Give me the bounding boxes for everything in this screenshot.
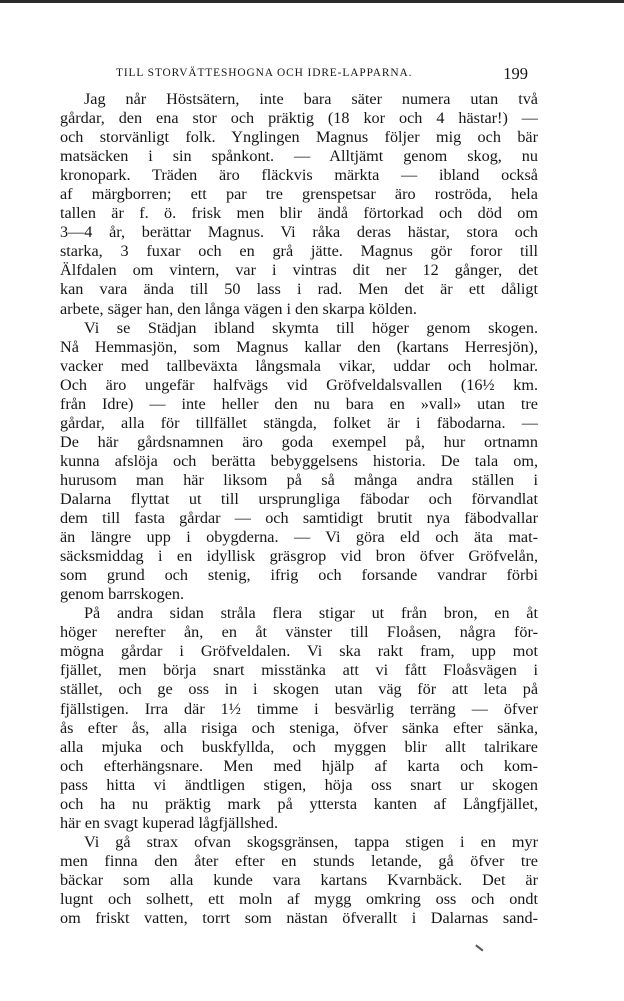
text-line: lugnt och solhett, ett moln af mygg omkring oss och ondt (60, 889, 538, 908)
stray-ink-mark (475, 944, 483, 951)
text-line: men finna den åter efter en stunds letande, gå öfver tre (60, 851, 538, 870)
text-line: kunna afslöja och berätta bebyggelsens historia. De tala om, (60, 451, 538, 470)
paragraph (60, 319, 538, 605)
text-line: som grund och stenig, ifrig och forsande vandrar förbi (60, 566, 538, 585)
text-line: Dalarna flyttat ut till ursprungliga fäbodar och förvandlat (60, 489, 538, 508)
text-line: kan vara ända till 50 lass i rad. Men det är ett dåligt (60, 280, 538, 299)
text-line: bäckar som alla kunde vara kartans Kvarnbäck. Det är (60, 870, 538, 889)
paragraph (60, 90, 538, 319)
text-line: arbete, säger han, den långa vägen i den skarpa kölden. (60, 299, 417, 318)
paragraph (60, 833, 538, 928)
text-line: Älfdalen om vintern, var i vintras dit ner 12 gånger, det (60, 261, 538, 280)
text-line: gårdar, den ena stor och präktig (18 kor och 4 hästar!) — (60, 109, 538, 128)
text-line: starka, 3 fuxar och en grå jätte. Magnus gör foror till (60, 242, 538, 261)
text-line: fjället, men börja snart misstänka att vi fått Floåsvägen i (60, 661, 538, 680)
paragraph (60, 604, 538, 833)
text-line: höger nerefter ån, en åt vänster till Floåsen, några för- (60, 623, 538, 642)
text-line: här en svagt kuperad lågfjällshed. (60, 813, 279, 832)
text-line: om friskt vatten, torrt som nästan öfverallt i Dalarnas sand- (60, 909, 538, 928)
text-line: än längre upp i obygderna. — Vi göra eld och äta mat- (60, 528, 538, 547)
text-line: vacker med tallbeväxta långsmala vikar, uddar och holmar. (60, 356, 538, 375)
text-line: matsäcken i sin spånkont. — Alltjämt genom skog, nu (60, 147, 538, 166)
text-line: genom barrskogen. (60, 585, 185, 604)
text-line: tallen är f. ö. frisk men blir ändå förtorkad och död om (60, 204, 538, 223)
top-rule (0, 0, 624, 3)
text-line: Nå Hemmasjön, som Magnus kallar den (kartans Herresjön), (60, 337, 538, 356)
text-line: De här gårdsnamnen äro goda exempel på, hur ortnamn (60, 432, 538, 451)
text-line: Och äro ungefär halfvägs vid Gröfveldalsvallen (16½ km. (60, 375, 538, 394)
text-line: dem till fasta gårdar — och samtidigt brutit nya fäbodvallar (60, 509, 538, 528)
text-line: Jag når Höstsätern, inte bara säter numera utan två (84, 90, 538, 108)
text-line: säcksmiddag i en idyllisk gräsgrop vid bron öfver Gröfvelån, (60, 547, 538, 566)
text-line: fjällstigen. Irra där 1½ timme i besvärlig terräng — öfver (60, 699, 538, 718)
running-title: TILL STORVÄTTESHOGNA OCH IDRE-LAPPARNA. (116, 67, 413, 79)
page-number: 199 (503, 64, 528, 83)
text-line: Vi gå strax ofvan skogsgränsen, tappa stigen i en myr (84, 832, 538, 851)
body-text (60, 90, 538, 928)
text-line: Vi se Städjan ibland skymta till höger genom skogen. (84, 318, 538, 337)
text-line: kronopark. Träden äro fläckvis märkta — ibland också (60, 166, 538, 185)
text-line: stället, och ge oss in i skogen utan väg för att leta på (60, 680, 538, 699)
text-line: gårdar, alla för tillfället stängda, folket är i fäbodarna. — (60, 413, 538, 432)
text-line: pass hitta vi ändtligen stigen, höja oss snart ur skogen (60, 775, 538, 794)
text-line: ås efter ås, alla risiga och steniga, öfver sänka efter sänka, (60, 718, 538, 737)
running-head (60, 64, 538, 84)
text-line: och efterhängsnare. Men med hjälp af karta och kom- (60, 756, 538, 775)
text-line: På andra sidan stråla flera stigar ut från bron, en åt (84, 604, 538, 623)
text-line: af märgborren; ett par tre grenspetsar äro roströda, hela (60, 185, 538, 204)
text-line: 3—4 år, berättar Magnus. Vi råka deras hästar, stora och (60, 223, 538, 242)
text-line: alla mjuka och buskfyllda, och myggen blir allt talrikare (60, 737, 538, 756)
text-line: och ha nu präktig mark på yttersta kanten af Långfjället, (60, 794, 538, 813)
text-line: och storvänligt folk. Ynglingen Magnus följer mig och bär (60, 128, 538, 147)
text-line: mögna gårdar i Gröfveldalen. Vi ska rakt fram, upp mot (60, 642, 538, 661)
text-line: hurusom man här liksom på så många andra ställen i (60, 470, 538, 489)
text-line: från Idre) — inte heller den nu bara en »vall» utan tre (60, 394, 538, 413)
